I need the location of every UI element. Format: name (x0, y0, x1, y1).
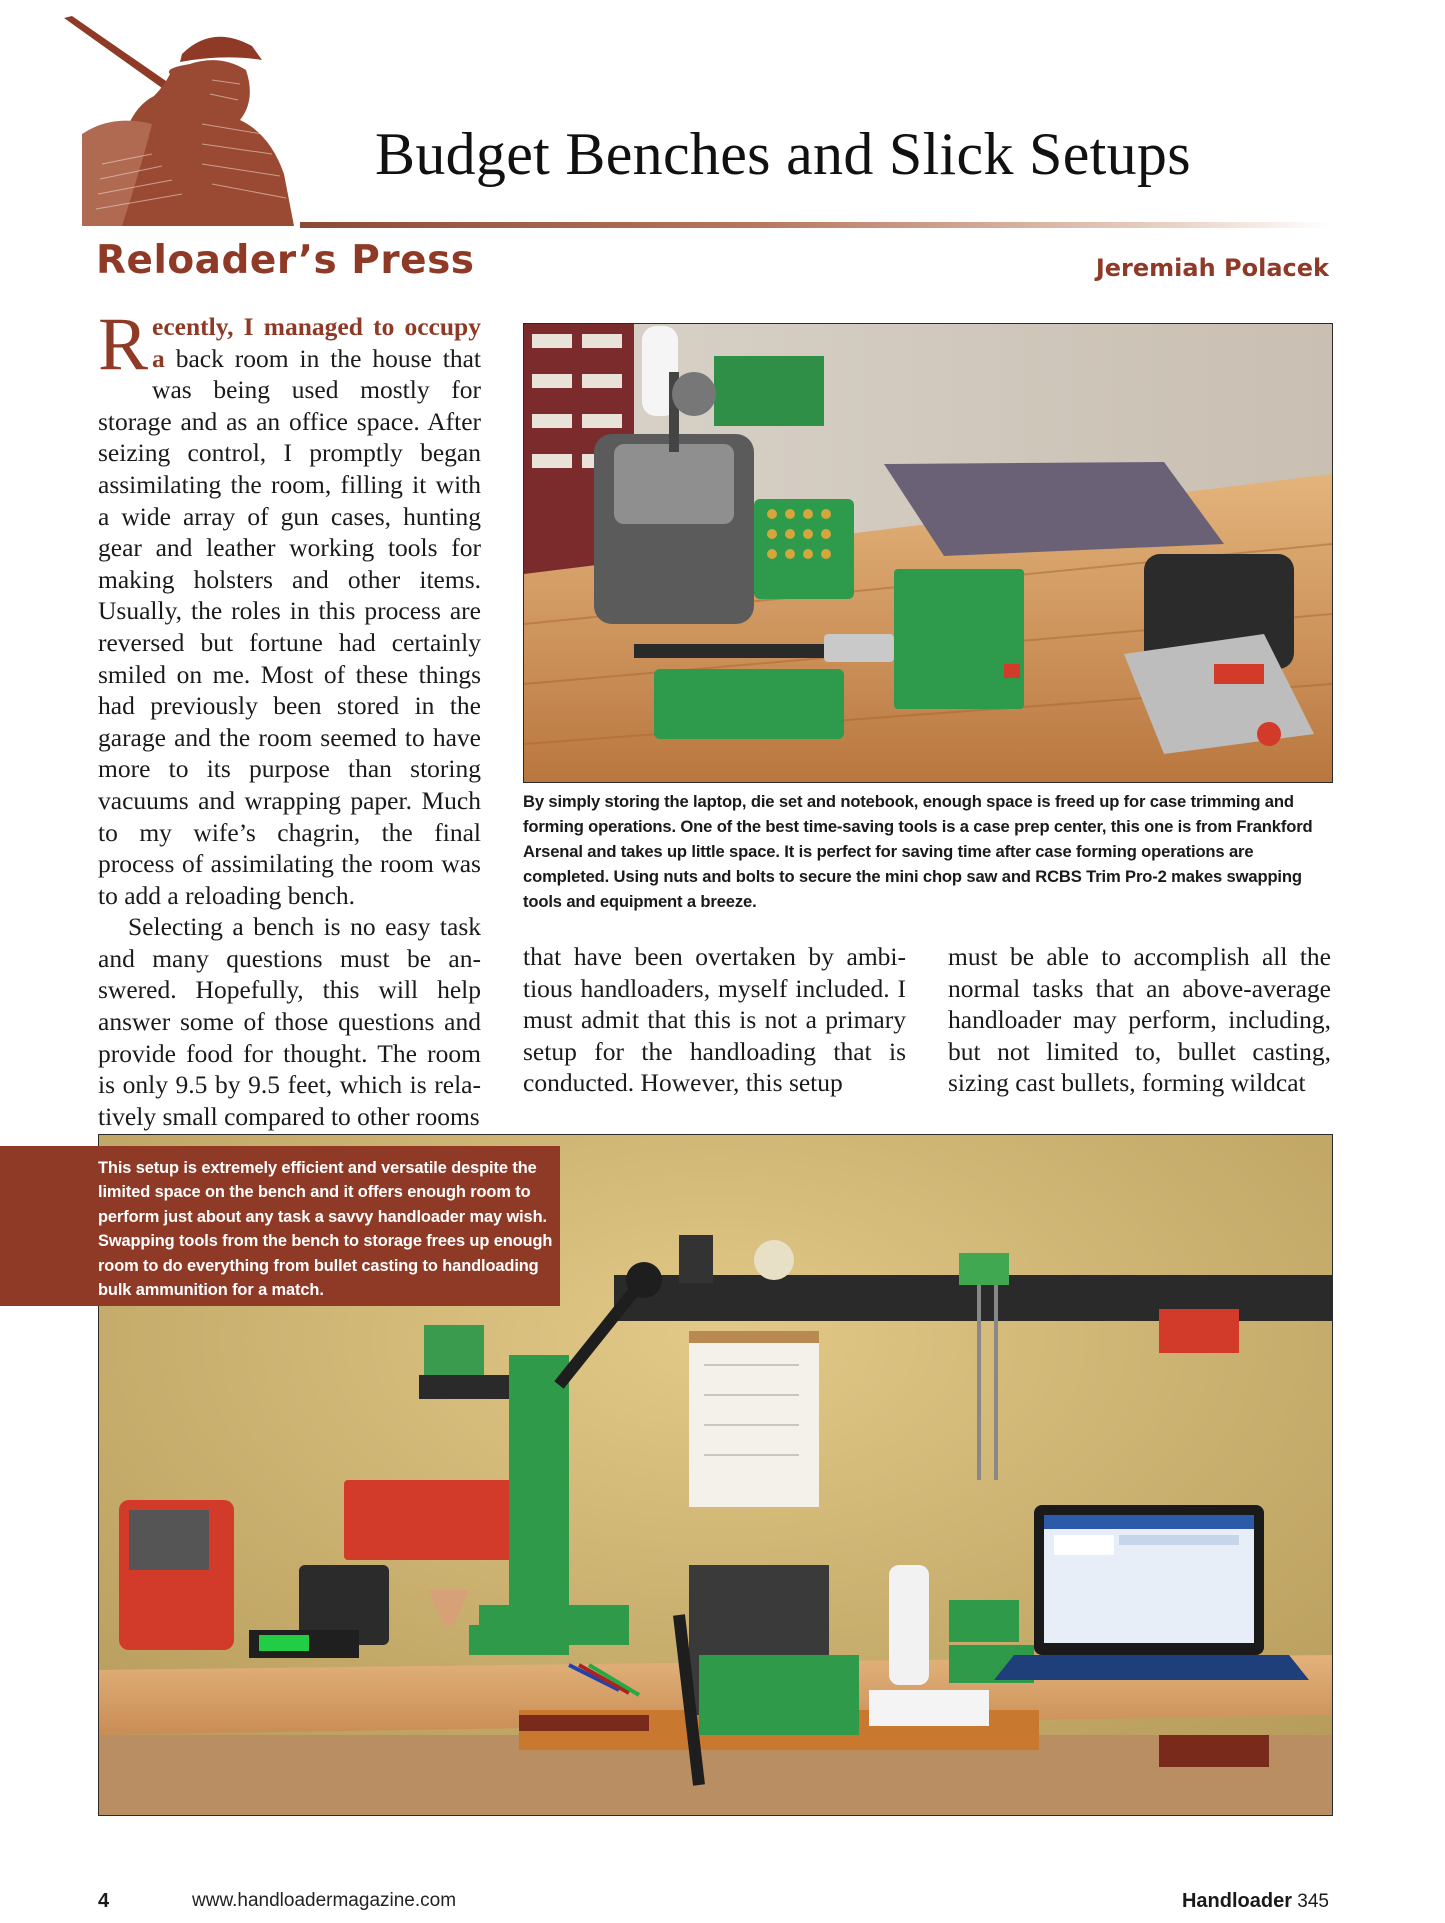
photo1-caption: By simply storing the laptop, die set and notebook, enough space is freed up for case trimming and forming operations. One of the best time-saving tools is a case prep center, this one is from Frankford Arsenal and takes up little space. It is perfect for saving time after case forming operations are completed. Using nuts and bolts to secure the mini chop saw and RCBS Trim Pro-2 makes swapping tools and equipment a breeze. (523, 792, 1313, 911)
article-paragraph-1 (98, 303, 481, 911)
paragraph-1-body: back room in the house that was being used mostly for storage and as an office space. After seizing control, I promptly began assimilating the room, filling it with a wide array of gun cases, hunting gear and leather working tools for making holsters and other items. Usually, the roles in this process are reversed but fortune had certainly smiled on me. Most of these things had previously been stored in the garage and the room seemed to have more to its purpose than storing vacuums and wrapping paper. Much to my wife’s chagrin, the final process of assimilating the room was to add a reloading bench. (98, 343, 481, 910)
case-prep-photo (523, 323, 1333, 783)
magazine-name: Handloader (1181, 1890, 1293, 1912)
article-column-3: must be able to accomplish all the normal tasks that an above-average handloader may perform, including, but not limited to, bullet casting, sizing cast bullets, forming wildcat (948, 942, 1331, 1098)
header-illustration (62, 14, 312, 226)
article-column-1 (98, 303, 481, 1132)
article-column-2: that have been overtaken by ambitious handloaders, myself included. I must admit that this is not a primary setup for the handloading that is conducted. However, this setup (523, 942, 906, 1098)
article-paragraph-2: Selecting a bench is no easy task and many questions must be answered. Hopefully, this will help answer some of those questions and provide food for thought. The room is only 9.5 by 9.5 feet, which is relatively small compared to other rooms (98, 912, 481, 1131)
author-byline: Jeremiah Polacek (1095, 254, 1329, 282)
photo2-caption: This setup is extremely efficient and versatile despite the limited space on the bench and it offers enough room to perform just about any task a savvy handloader may wish. Swapping tools from the bench to storage frees up enough room to do everything from bullet casting to handloading bulk ammunition for a match. (98, 1159, 553, 1300)
issue-number: 345 (1297, 1891, 1329, 1912)
drop-cap: R (98, 303, 149, 386)
column-name: Reloader’s Press (96, 238, 475, 283)
magazine-issue (1182, 1890, 1329, 1913)
article-title: Budget Benches and Slick Setups (375, 121, 1191, 187)
page-number: 4 (98, 1890, 110, 1912)
header-rule (300, 222, 1330, 228)
lead-in: ecently, I managed to occupy a (152, 312, 481, 373)
magazine-website: www.handloadermagazine.com (192, 1890, 457, 1911)
